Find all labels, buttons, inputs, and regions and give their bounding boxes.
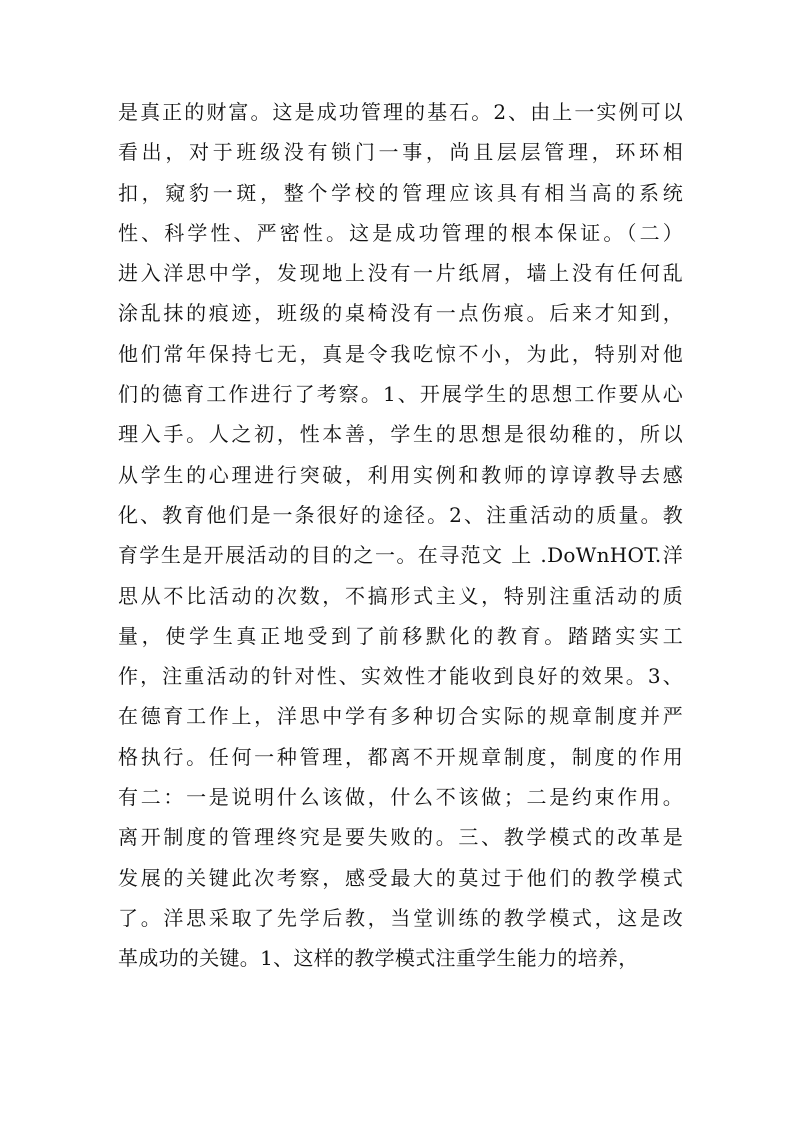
text-line: 进入洋思中学，发现地上没有一片纸屑，墙上没有任何乱 (118, 261, 683, 286)
text-line: 量，使学生真正地受到了前移默化的教育。踏踏实实工 (118, 623, 683, 648)
text-line: 发展的关键此次考察，感受最大的莫过于他们的教学模式 (118, 865, 683, 890)
text-line: 革成功的关键。1、这样的教学模式注重学生能力的培养， (118, 946, 639, 971)
text-line: 格执行。任何一种管理，都离不开规章制度，制度的作用 (118, 744, 683, 769)
text-line: 是真正的财富。这是成功管理的基石。2、由上一实例可以 (118, 100, 683, 124)
text-line: 他们常年保持七无，真是令我吃惊不小，为此，特别对他 (118, 341, 683, 366)
text-line: 扣，窥豹一斑，整个学校的管理应该具有相当高的系统 (118, 180, 683, 205)
text-line: 离开制度的管理终究是要失败的。三、教学模式的改革是 (118, 825, 683, 850)
text-line: 涂乱抹的痕迹，班级的桌椅没有一点伤痕。后来才知到， (118, 301, 683, 326)
body-text (118, 92, 683, 979)
text-line: 育学生是开展活动的目的之一。在寻范文 上 .DoWnHOT.洋 (118, 543, 683, 568)
text-line: 看出，对于班级没有锁门一事，尚且层层管理，环环相 (118, 140, 683, 165)
text-line: 思从不比活动的次数，不搞形式主义，特别注重活动的质 (118, 583, 683, 608)
text-line: 有二：一是说明什么该做，什么不该做；二是约束作用。 (118, 785, 683, 810)
text-line: 作，注重活动的针对性、实效性才能收到良好的效果。3、 (118, 664, 683, 689)
text-line: 性、科学性、严密性。这是成功管理的根本保证。（二） (118, 220, 683, 245)
text-line: 们的德育工作进行了考察。1、开展学生的思想工作要从心 (118, 382, 683, 407)
text-line: 在德育工作上，洋思中学有多种切合实际的规章制度并严 (118, 704, 683, 729)
text-line: 化、教育他们是一条很好的途径。2、注重活动的质量。教 (118, 502, 683, 527)
text-line: 了。洋思采取了先学后教，当堂训练的教学模式，这是改 (118, 905, 683, 930)
text-line: 理入手。人之初，性本善，学生的思想是很幼稚的，所以 (118, 422, 683, 447)
text-line: 从学生的心理进行突破，利用实例和教师的谆谆教导去感 (118, 462, 683, 487)
